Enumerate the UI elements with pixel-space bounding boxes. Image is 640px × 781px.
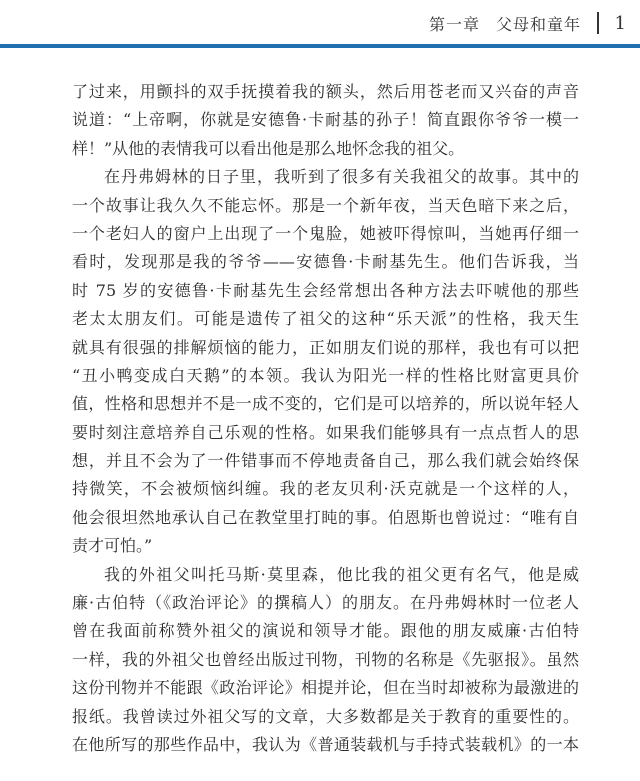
paragraph-2-line: 一个故事让我久久不能忘怀。那是一个新年夜，当天色暗下来之后， <box>72 195 579 215</box>
paragraph-2-line: 就具有很强的排解烦恼的能力，正如朋友们说的那样，我也有可以把 <box>72 337 579 357</box>
chapter-label: 第一章 <box>429 14 481 34</box>
paragraph-3-line: 曾在我面前称赞外祖父的演说和领导才能。跟他的朋友威廉·古伯特 <box>72 621 579 641</box>
paragraph-2-line: 老太太朋友们。可能是遗传了祖父的这种“乐天派”的性格，我天生 <box>72 309 579 329</box>
paragraph-2-line: 责才可怕。” <box>72 536 153 556</box>
paragraph-1-line: 样！”从他的表情我可以看出他是那么地怀念我的祖父。 <box>72 138 465 158</box>
paragraph-2-line: 值，性格和思想并不是一成不变的，它们是可以培养的，所以说年轻人 <box>72 394 579 414</box>
paragraph-2-line: 要时刻注意培养自己乐观的性格。如果我们能够具有一点点哲人的思 <box>72 422 579 442</box>
page-number: 1 <box>614 12 626 34</box>
paragraph-3-line: 一样，我的外祖父也曾经出版过刊物，刊物的名称是《先驱报》。虽然 <box>72 649 579 669</box>
paragraph-2-line: 在丹弗姆林的日子里，我听到了很多有关我祖父的故事。其中的 <box>104 167 579 187</box>
paragraph-2-line: 持微笑，不会被烦恼纠缠。我的老友贝利·沃克就是一个这样的人， <box>72 479 579 499</box>
paragraph-2-line: 一个老妇人的窗户上出现了一个鬼脸，她被吓得惊叫，当她再仔细一 <box>72 223 579 243</box>
paragraph-2-line: 想，并且不会为了一件错事而不停地责备自己，那么我们就会始终保 <box>72 451 579 471</box>
paragraph-2-line: “丑小鸭变成白天鹅”的本领。我认为阳光一样的性格比财富更具价 <box>72 365 579 385</box>
header-rule <box>0 44 640 48</box>
paragraph-2-line: 他会很坦然地承认自己在教堂里打盹的事。伯恩斯也曾说过：“唯有自 <box>72 507 579 527</box>
paragraph-2-line: 看时，发现那是我的爷爷——安德鲁·卡耐基先生。他们告诉我，当 <box>72 252 579 272</box>
paragraph-3-line: 廉·古伯特（《政治评论》的撰稿人）的朋友。在丹弗姆林时一位老人 <box>72 593 579 613</box>
running-header <box>0 0 640 44</box>
paragraph-3-line: 这份刊物并不能跟《政治评论》相提并论，但在当时却被称为最激进的 <box>72 678 579 698</box>
paragraph-3-line: 我的外祖父叫托马斯·莫里森，他比我的祖父更有名气，他是威 <box>104 564 579 584</box>
paragraph-3-line: 在他所写的那些作品中，我认为《普通装载机与手持式装载机》的一本 <box>72 734 579 754</box>
chapter-title: 父母和童年 <box>496 14 582 34</box>
paragraph-2-line: 时 75 岁的安德鲁·卡耐基先生会经常想出各种方法去吓唬他的那些 <box>72 280 579 300</box>
header-separator <box>597 12 599 34</box>
body-text <box>72 78 579 759</box>
header-right-group <box>429 10 626 36</box>
paragraph-1-line: 说道：“上帝啊，你就是安德鲁·卡耐基的孙子！简直跟你爷爷一模一 <box>72 110 579 130</box>
paragraph-3-line: 报纸。我曾读过外祖父写的文章，大多数都是关于教育的重要性的。 <box>72 706 579 726</box>
paragraph-1-line: 了过来，用颤抖的双手抚摸着我的额头，然后用苍老而又兴奋的声音 <box>72 82 579 101</box>
